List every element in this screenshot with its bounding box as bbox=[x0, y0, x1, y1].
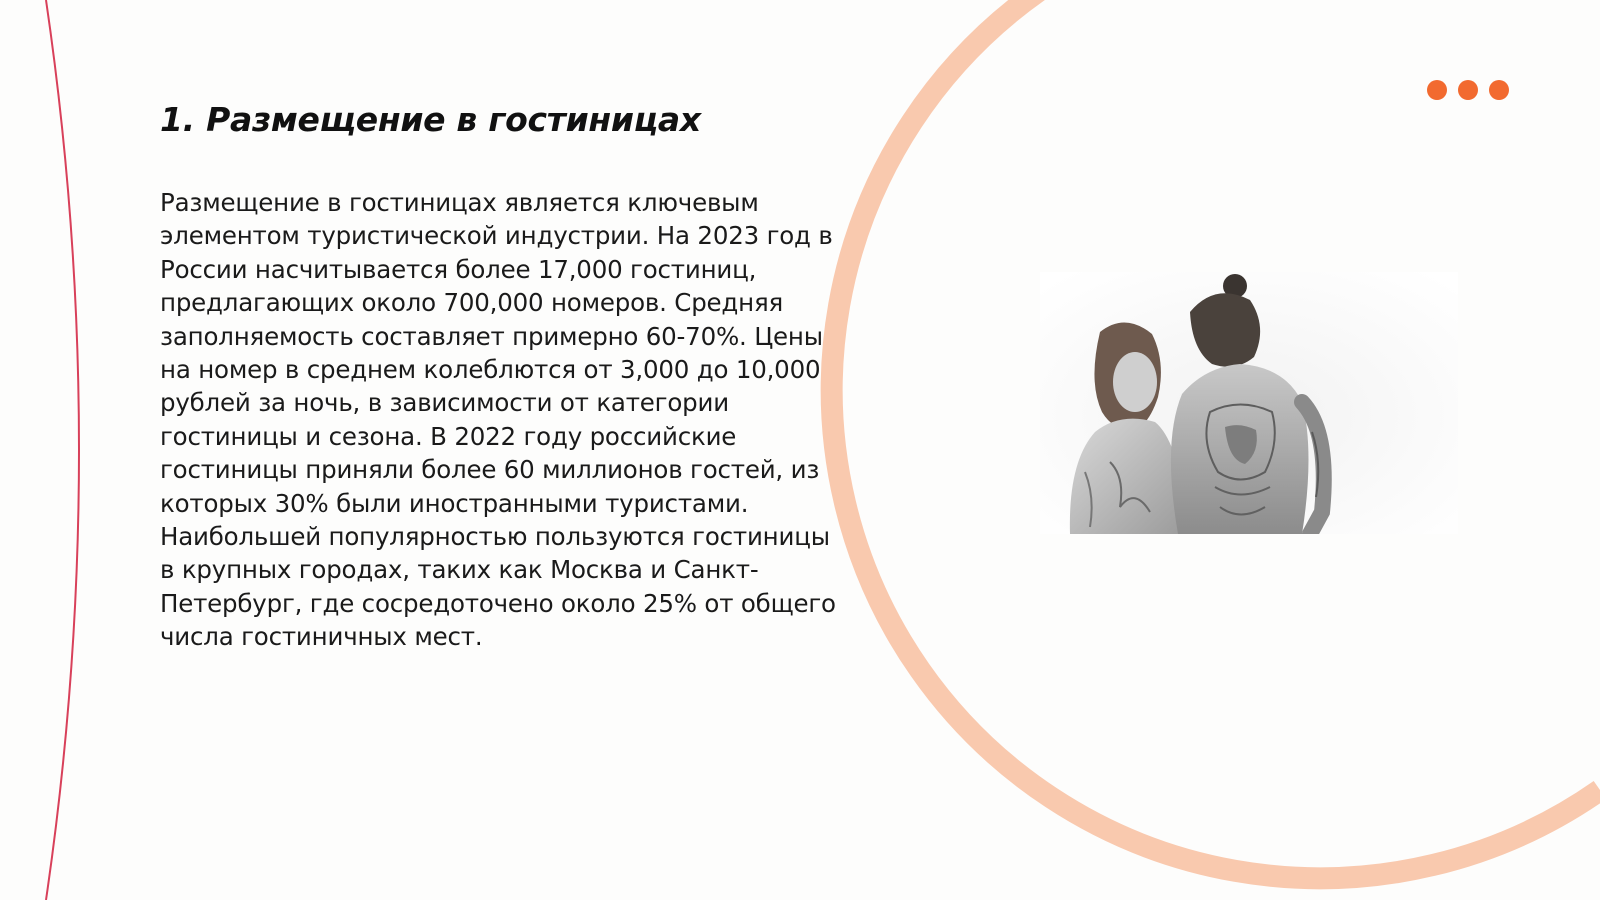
dot-icon bbox=[1458, 80, 1478, 100]
tattooed-couple-photo bbox=[1040, 272, 1458, 534]
dot-icon bbox=[1427, 80, 1447, 100]
dot-icon bbox=[1489, 80, 1509, 100]
three-dots-icon[interactable] bbox=[1427, 80, 1509, 100]
body-paragraph: Размещение в гостиницах является ключевым элементом туристической индустрии. На 2023 год в России насчитывается более 17,000 гостиниц, предлагающих около 700,000 номеров. Средняя заполняемость составляет примерно 60-70%. Цены на номер в среднем колеблются от 3,000 до 10,000 рублей за ночь, в зависимости от категории гостиницы и сезона. В 2022 году российские гостиницы приняли более 60 миллионов гостей, из которых 30% были иностранными туристами. Наибольшей популярностью пользуются гостиницы в крупных городах, таких как Москва и Санкт-Петербург, где сосредоточено около 25% от общего числа гостиничных мест. bbox=[160, 188, 836, 652]
left-curve-line bbox=[46, 0, 79, 900]
slide-title: 1. Размещение в гостиницах bbox=[160, 100, 701, 139]
